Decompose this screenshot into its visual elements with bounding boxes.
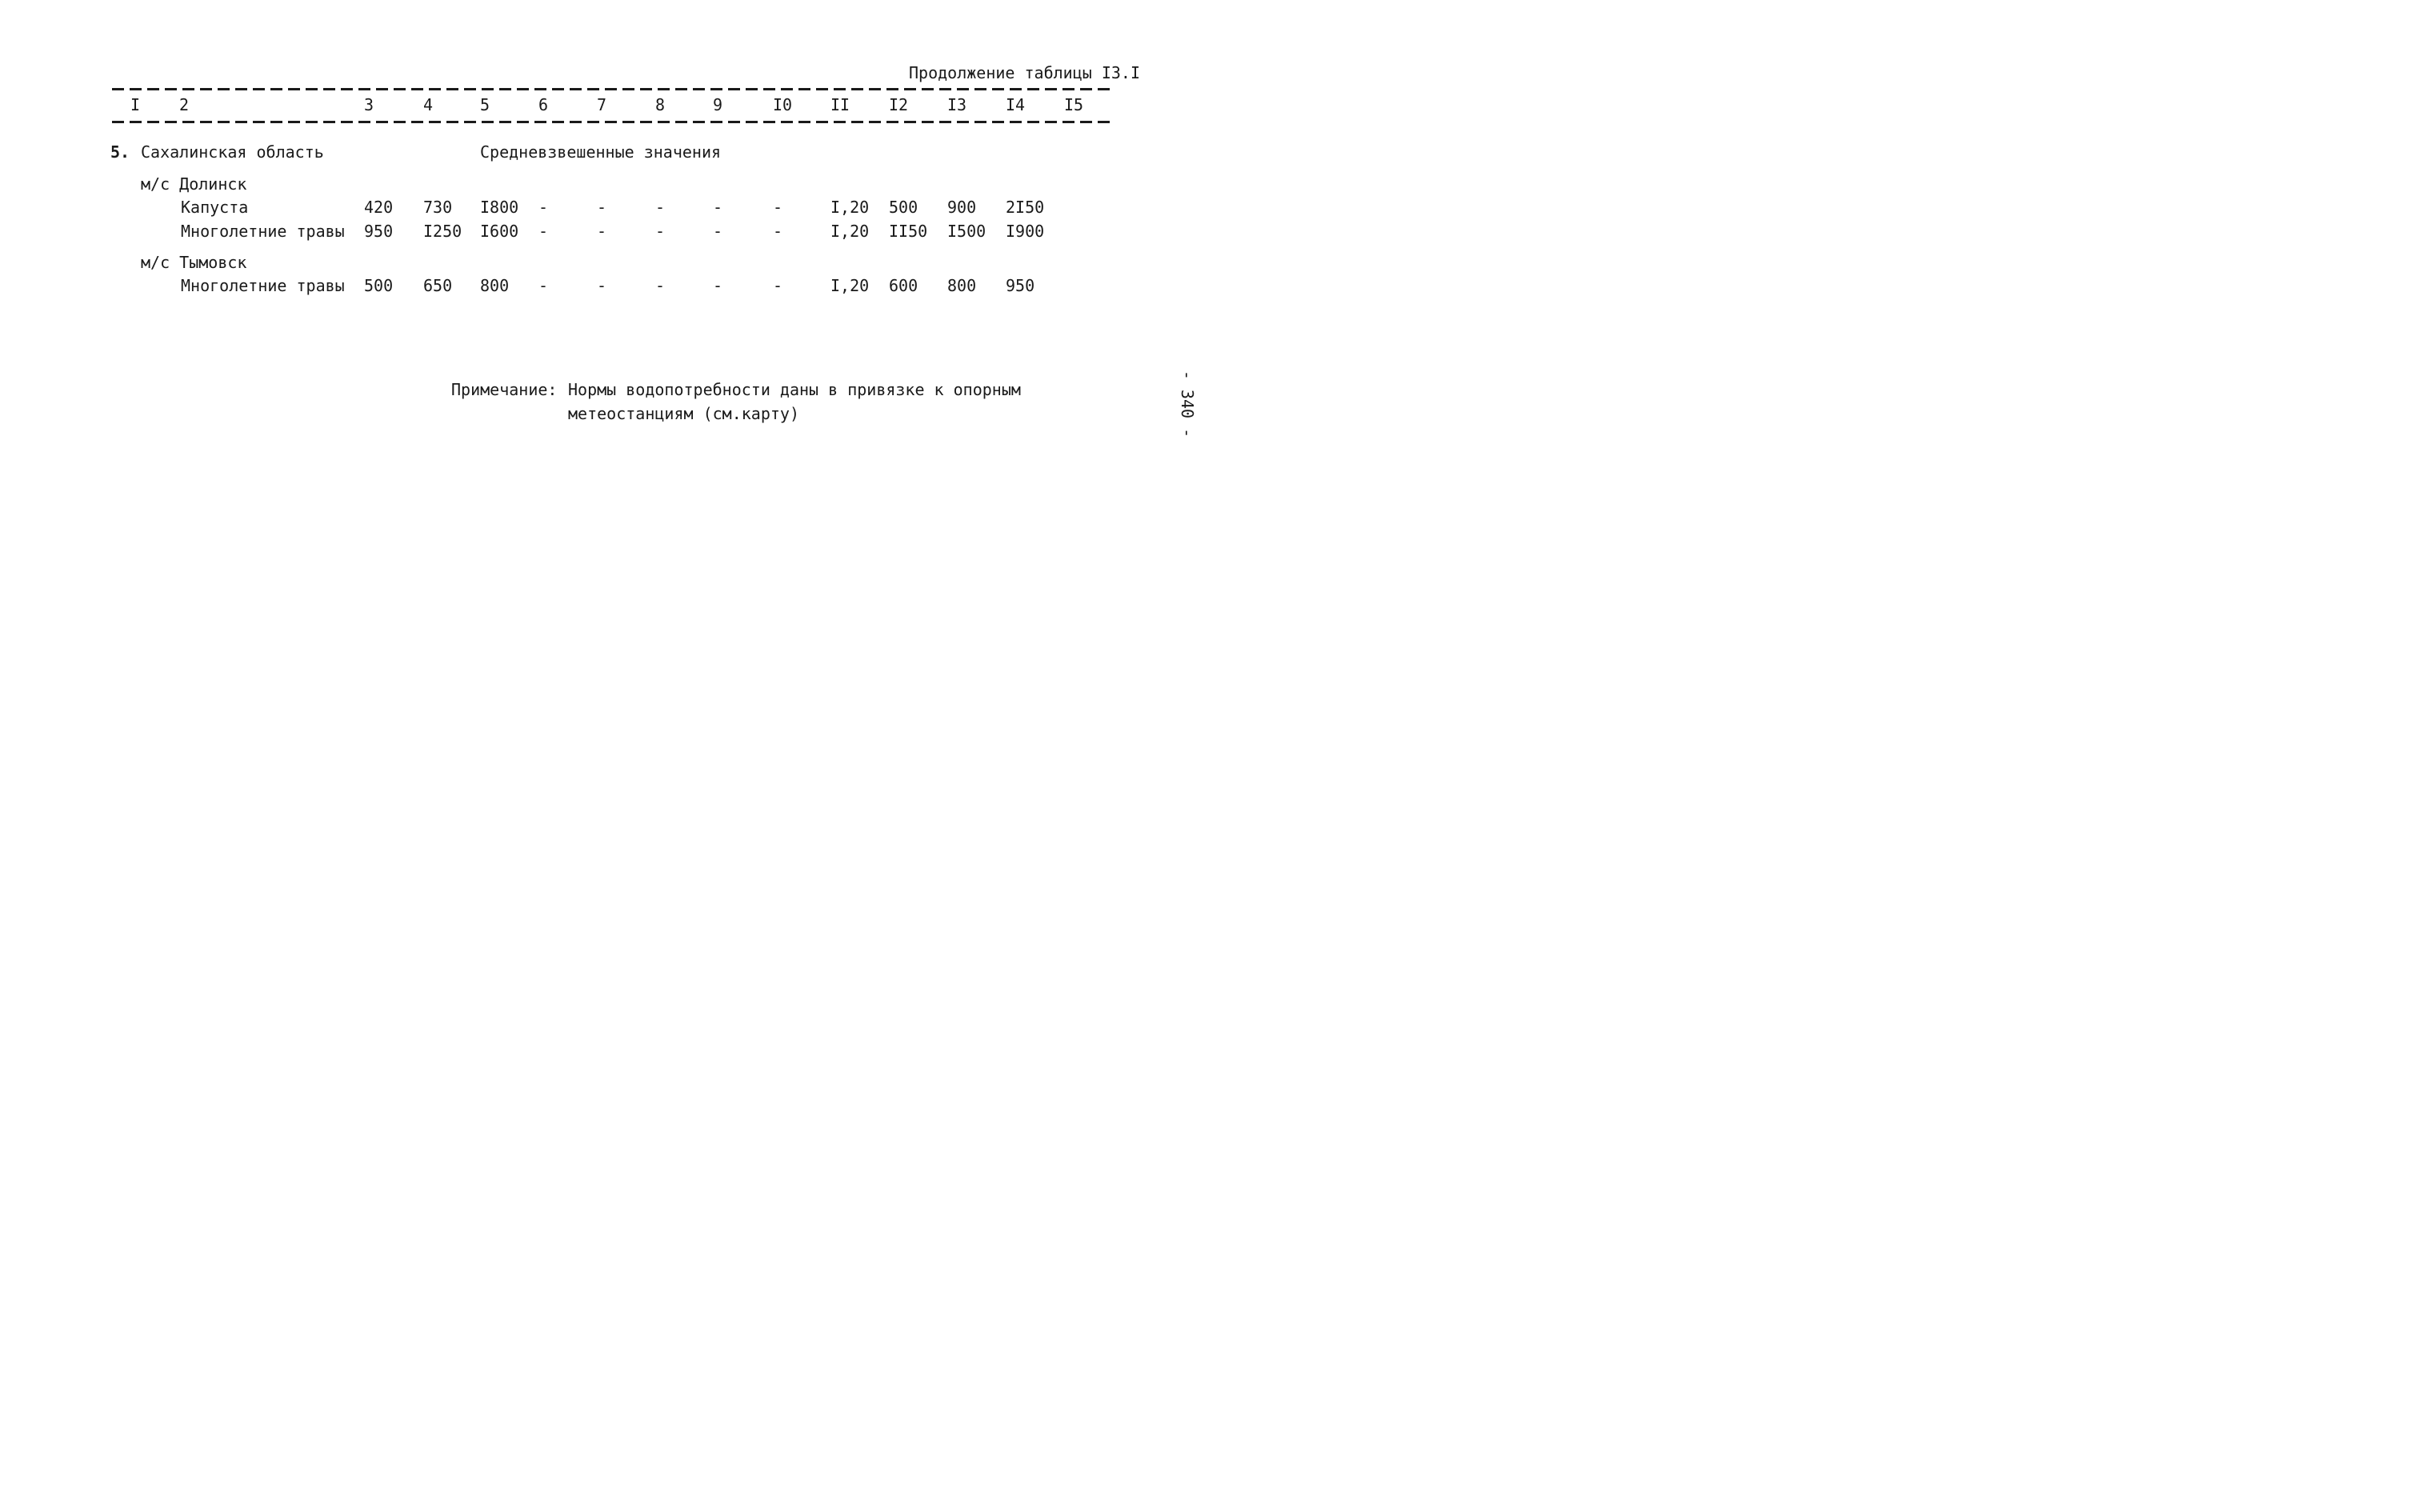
section-title: Сахалинская область bbox=[141, 142, 324, 162]
cell-col10: - bbox=[773, 222, 783, 241]
station-name: м/с Тымовск bbox=[141, 253, 247, 272]
cell-col9: - bbox=[713, 276, 723, 295]
cell-col4: 650 bbox=[423, 276, 453, 295]
cell-col5: I800 bbox=[480, 198, 519, 217]
col-header-6: 6 bbox=[538, 95, 549, 114]
cell-col7: - bbox=[597, 222, 607, 241]
cell-col13: 900 bbox=[947, 198, 977, 217]
cell-col3: 500 bbox=[364, 276, 394, 295]
col-header-10: I0 bbox=[773, 95, 793, 114]
cell-col12: 500 bbox=[889, 198, 918, 217]
header-top-rule bbox=[112, 88, 1114, 90]
cell-col12: 600 bbox=[889, 276, 918, 295]
cell-col6: - bbox=[538, 276, 549, 295]
cell-col5: 800 bbox=[480, 276, 510, 295]
section-number: 5. bbox=[110, 142, 130, 162]
col-header-5: 5 bbox=[480, 95, 490, 114]
cell-col11: I,20 bbox=[830, 222, 870, 241]
col-header-4: 4 bbox=[423, 95, 434, 114]
cell-col8: - bbox=[655, 276, 666, 295]
note-text-line1: Нормы водопотребности даны в привязке к опорным bbox=[568, 380, 1021, 399]
col-header-7: 7 bbox=[597, 95, 607, 114]
cell-col11: I,20 bbox=[830, 198, 870, 217]
cell-col4: I250 bbox=[423, 222, 462, 241]
cell-col9: - bbox=[713, 222, 723, 241]
cell-col9: - bbox=[713, 198, 723, 217]
cell-col6: - bbox=[538, 222, 549, 241]
crop-name: Капуста bbox=[181, 198, 249, 217]
col-header-2: 2 bbox=[179, 95, 190, 114]
cell-col7: - bbox=[597, 198, 607, 217]
col-header-11: II bbox=[830, 95, 850, 114]
station-name: м/с Долинск bbox=[141, 174, 247, 194]
col-header-12: I2 bbox=[889, 95, 909, 114]
cell-col5: I600 bbox=[480, 222, 519, 241]
cell-col8: - bbox=[655, 222, 666, 241]
cell-col11: I,20 bbox=[830, 276, 870, 295]
col-header-14: I4 bbox=[1006, 95, 1026, 114]
cell-col14: 2I50 bbox=[1006, 198, 1045, 217]
col-header-9: 9 bbox=[713, 95, 723, 114]
cell-col13: I500 bbox=[947, 222, 986, 241]
cell-col7: - bbox=[597, 276, 607, 295]
cell-col3: 950 bbox=[364, 222, 394, 241]
col-header-15: I5 bbox=[1064, 95, 1084, 114]
cell-col8: - bbox=[655, 198, 666, 217]
crop-name: Многолетние травы bbox=[181, 276, 345, 295]
table-caption: Продолжение таблицы I3.I bbox=[909, 63, 1140, 82]
note-label: Примечание: bbox=[451, 380, 558, 399]
cell-col13: 800 bbox=[947, 276, 977, 295]
page-number: - 340 - bbox=[1178, 370, 1198, 438]
col-header-13: I3 bbox=[947, 95, 967, 114]
col-header-1: I bbox=[130, 95, 141, 114]
cell-col14: 950 bbox=[1006, 276, 1035, 295]
header-bottom-rule bbox=[112, 121, 1114, 123]
crop-name: Многолетние травы bbox=[181, 222, 345, 241]
cell-col3: 420 bbox=[364, 198, 394, 217]
cell-col4: 730 bbox=[423, 198, 453, 217]
cell-col10: - bbox=[773, 198, 783, 217]
cell-col14: I900 bbox=[1006, 222, 1045, 241]
cell-col6: - bbox=[538, 198, 549, 217]
col-header-3: 3 bbox=[364, 95, 374, 114]
col-header-8: 8 bbox=[655, 95, 666, 114]
cell-col10: - bbox=[773, 276, 783, 295]
section-subtitle: Средневзвешенные значения bbox=[480, 142, 722, 162]
cell-col12: II50 bbox=[889, 222, 928, 241]
note-text-line2: метеостанциям (см.карту) bbox=[568, 404, 799, 423]
